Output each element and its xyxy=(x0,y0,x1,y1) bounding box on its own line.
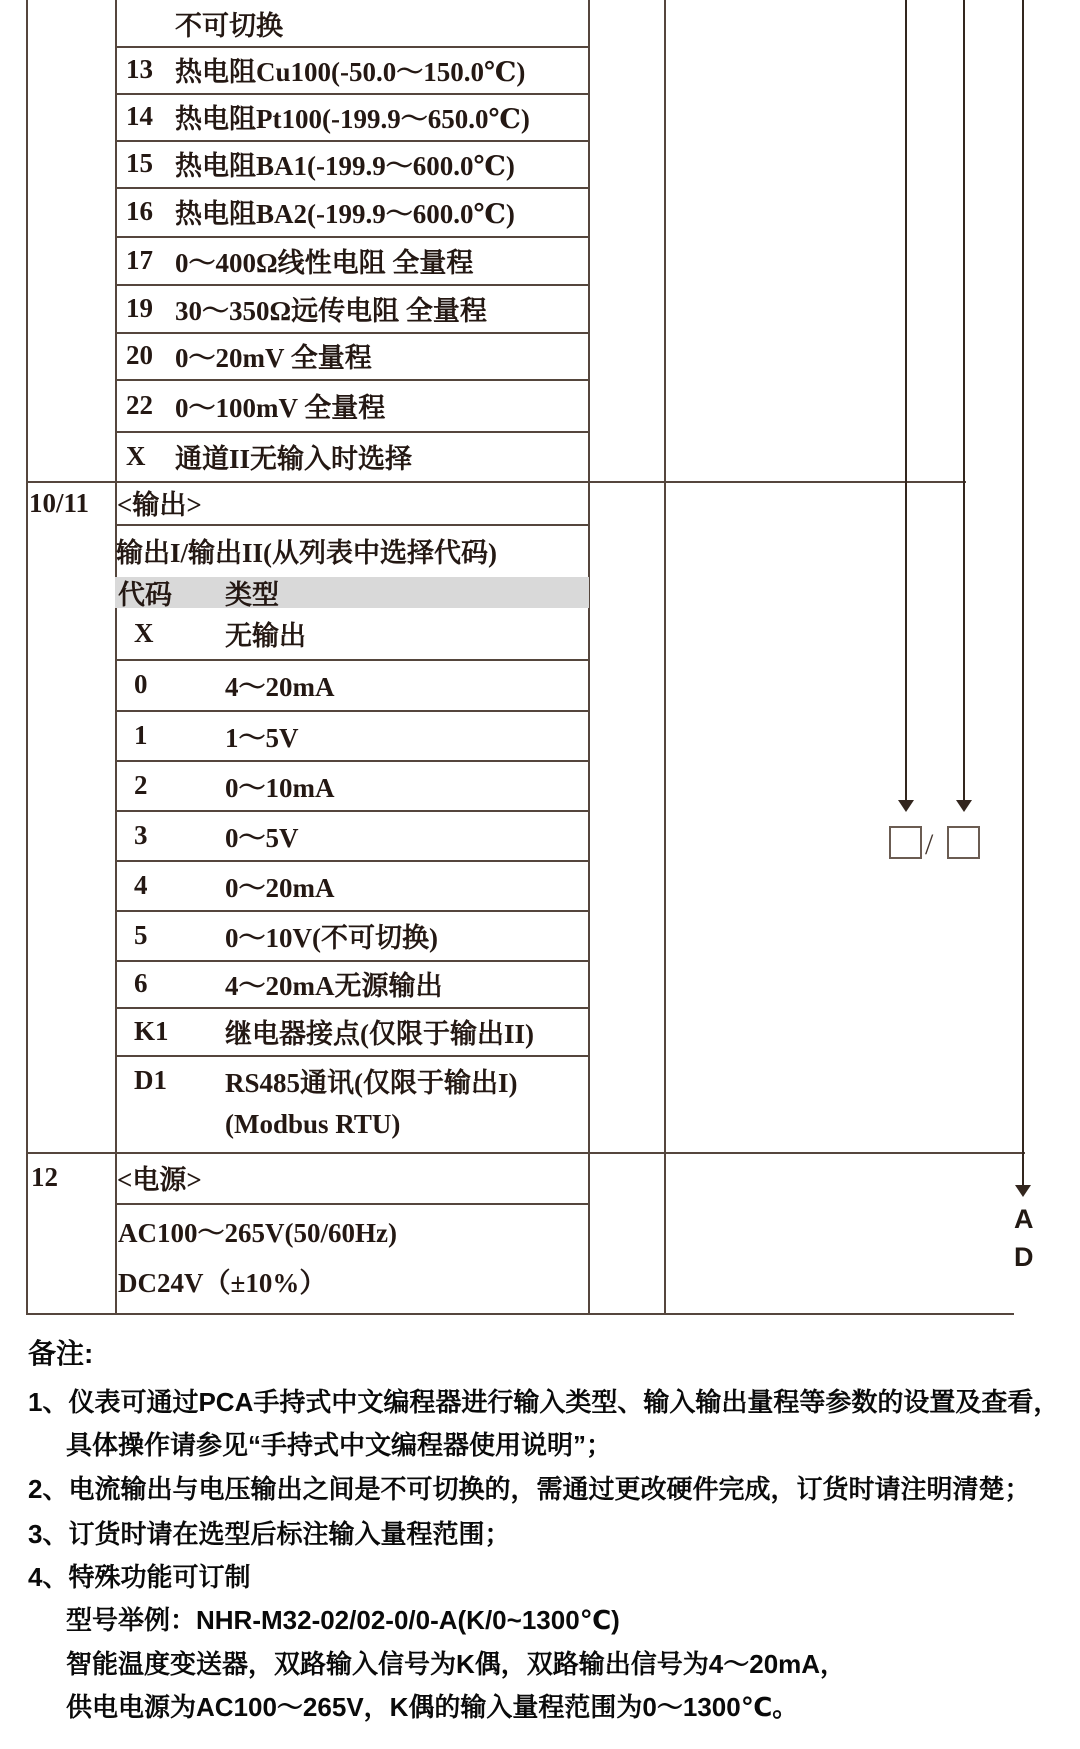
row-code: 2 xyxy=(134,769,148,800)
step-number-output: 10/11 xyxy=(29,488,90,518)
row-desc: 热电阻Pt100(-199.9～650.0℃) xyxy=(175,104,530,134)
row-desc: 0～20mV 全量程 xyxy=(175,343,372,373)
output-header-band xyxy=(115,577,589,608)
output1-arrow-icon xyxy=(898,800,914,812)
row-code: K1 xyxy=(134,1015,169,1046)
row-desc: 0～400Ω线性电阻 全量程 xyxy=(175,247,474,278)
row-code: 19 xyxy=(126,292,153,323)
table-row xyxy=(126,93,586,140)
row-desc-continued: (Modbus RTU) xyxy=(225,1108,401,1139)
row-code: 22 xyxy=(126,389,153,420)
row-code: 1 xyxy=(134,719,148,750)
row-desc: 0～10mA xyxy=(225,772,335,803)
row-desc: 0～100mV 全量程 xyxy=(175,392,386,423)
table-row xyxy=(126,431,586,481)
output-section-subtitle: 输出I/输出II(从列表中选择代码) xyxy=(116,538,498,568)
table-row xyxy=(126,46,586,93)
row-code: 6 xyxy=(134,968,148,998)
row-desc: 0～20mA xyxy=(225,872,335,903)
row-code: X xyxy=(134,618,154,648)
table-row xyxy=(134,910,586,960)
table-border-content-right xyxy=(588,0,590,1315)
table-border-col2 xyxy=(664,0,666,1315)
output2-connector-line xyxy=(963,0,965,800)
row-code: 17 xyxy=(126,244,153,275)
table-border-stepcol xyxy=(115,0,117,1315)
power-option-dc: DC24V（±10%） xyxy=(118,1267,327,1298)
table-row xyxy=(134,659,586,710)
output2-arrow-icon xyxy=(956,800,972,812)
power-section-title: <电源> xyxy=(117,1165,202,1195)
row-code: 16 xyxy=(126,196,153,226)
power-connector-line xyxy=(1022,0,1024,1185)
row-code: 14 xyxy=(126,101,153,131)
column-header-code: 代码 xyxy=(118,580,172,610)
note-line: 3、订货时请在选型后标注输入量程范围； xyxy=(28,1519,511,1549)
row-desc: 4～20mA xyxy=(225,672,335,702)
row-desc: 1～5V xyxy=(225,722,299,753)
table-row xyxy=(126,284,586,332)
table-row xyxy=(126,187,586,236)
table-border-bottom xyxy=(26,1313,1014,1315)
row-code: 0 xyxy=(134,669,148,699)
row-desc: 0～10V(不可切换) xyxy=(225,922,438,953)
note-line: 供电电源为AC100～265V，K偶的输入量程范围为0～1300℃。 xyxy=(66,1692,799,1722)
table-row xyxy=(134,608,586,659)
row-desc: 热电阻BA2(-199.9～600.0℃) xyxy=(175,199,515,229)
row-desc: RS485通讯(仅限于输出I) xyxy=(225,1067,518,1098)
table-row xyxy=(126,236,586,284)
row-code: 13 xyxy=(126,54,153,84)
row-code: 3 xyxy=(134,819,148,850)
power-arrow-icon xyxy=(1015,1185,1031,1197)
table-row xyxy=(134,710,586,760)
table-row xyxy=(134,860,586,910)
output1-code-box xyxy=(889,826,922,859)
table-border-left xyxy=(26,0,28,1315)
table-row xyxy=(126,140,586,187)
table-row xyxy=(134,810,586,860)
row-desc: 继电器接点(仅限于输出II) xyxy=(225,1018,534,1049)
table-row xyxy=(134,1007,586,1055)
row-code: 20 xyxy=(126,340,153,370)
step-number-power: 12 xyxy=(31,1162,58,1192)
row-code: D1 xyxy=(134,1064,167,1095)
output-section-title: <输出> xyxy=(117,490,202,520)
note-line: 1、仪表可通过PCA手持式中文编程器进行输入类型、输入输出量程等参数的设置及查看， xyxy=(28,1387,1060,1417)
note-line: 具体操作请参见“手持式中文编程器使用说明”； xyxy=(66,1430,613,1460)
table-row xyxy=(134,1055,586,1105)
row-code: 5 xyxy=(134,919,148,950)
power-code-A: A xyxy=(1014,1204,1034,1234)
row-code: X xyxy=(126,440,146,471)
note-line: 型号举例：NHR-M32-02/02-0/0-A(K/0~1300℃) xyxy=(66,1605,620,1635)
table-row xyxy=(134,760,586,810)
notes-title: 备注: xyxy=(28,1338,94,1369)
code-box-slash: / xyxy=(925,828,934,861)
row-desc: 30～350Ω远传电阻 全量程 xyxy=(175,295,487,326)
output2-code-box xyxy=(947,826,980,859)
row-code: 4 xyxy=(134,869,148,900)
note-line: 2、电流输出与电压输出之间是不可切换的，需通过更改硬件完成，订货时请注明清楚； xyxy=(28,1474,1031,1504)
column-header-type: 类型 xyxy=(225,580,279,610)
table-row xyxy=(126,332,586,379)
row-desc: 无输出 xyxy=(225,621,306,651)
table-row xyxy=(134,960,586,1007)
partial-row-text: 不可切换 xyxy=(175,10,283,41)
row-desc: 0～5V xyxy=(225,822,299,853)
table-row xyxy=(126,379,586,431)
row-desc: 通道II无输入时选择 xyxy=(175,443,413,474)
power-option-ac: AC100～265V(50/60Hz) xyxy=(118,1217,397,1248)
power-code-D: D xyxy=(1014,1242,1034,1272)
row-desc: 热电阻BA1(-199.9～600.0℃) xyxy=(175,151,515,181)
note-line: 4、特殊功能可订制 xyxy=(28,1562,251,1592)
row-divider xyxy=(115,1203,590,1205)
row-desc: 热电阻Cu100(-50.0～150.0℃) xyxy=(175,57,526,87)
note-line: 智能温度变送器，双路输入信号为K偶，双路输出信号为4～20mA， xyxy=(66,1649,847,1679)
output1-connector-line xyxy=(905,0,907,800)
row-desc: 4～20mA无源输出 xyxy=(225,971,443,1001)
row-code: 15 xyxy=(126,148,153,178)
